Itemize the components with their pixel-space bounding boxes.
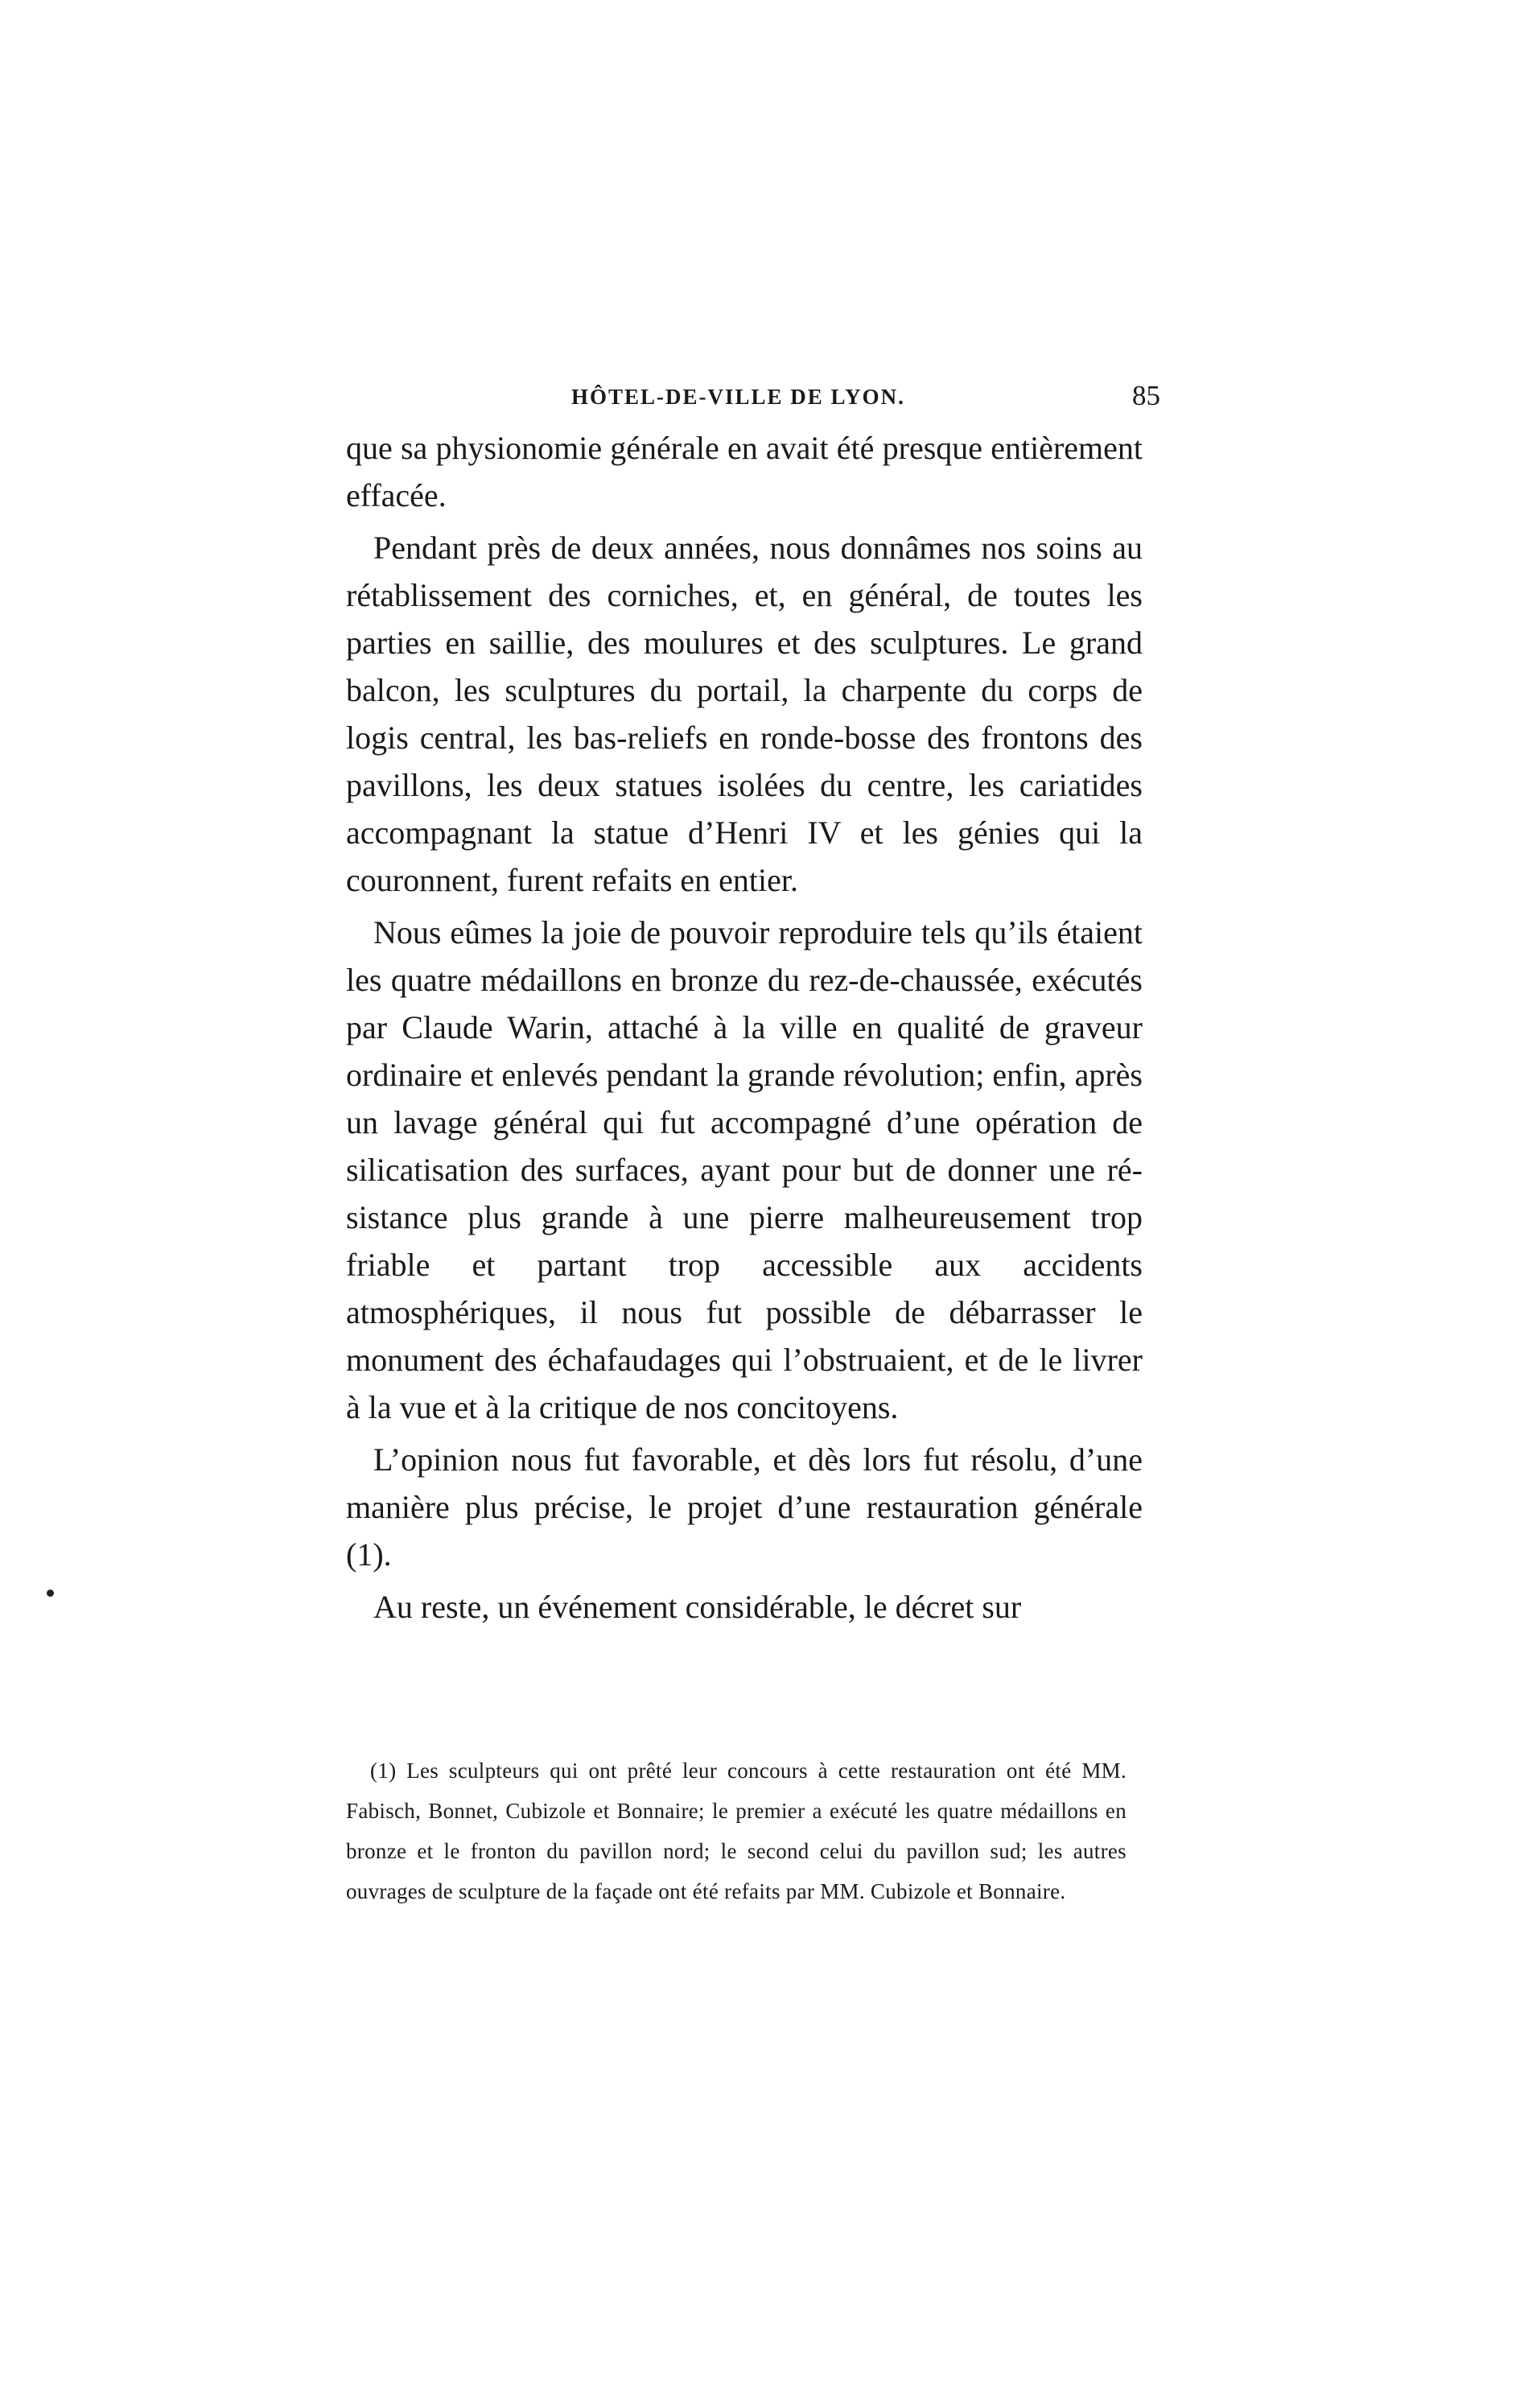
running-head [346, 380, 1175, 425]
paragraph-1: que sa physionomie générale en avait été presque entièrement effacée. [346, 430, 1143, 513]
page-number: 85 [1132, 380, 1160, 411]
paragraph-3: Nous eûmes la joie de pouvoir reproduire tels qu’ils étaient les quatre médaillons en bronze du rez-de-chaussée, exécutés par Claude Warin, attaché à la ville en qualité de graveur ordinaire et enlevés pendant la grande révolution; enfin, après un lavage général qui fut accompagné d’une opération de silicatisation des surfaces, ayant pour but de donner une résistance plus grande à une pierre malheureusement trop friable et partant trop accessible aux accidents atmosphériques, il nous fut possible de débarrasser le monument des échafaudages qui l’obstruaient, et de le livrer à la vue et à la critique de nos concitoyens. [346, 914, 1143, 1425]
running-title: HÔTEL-DE-VILLE DE LYON. [571, 385, 905, 409]
paragraph-4: L’opinion nous fut favorable, et dès lors fut résolu, d’une manière plus précise, le projet d’une restauration générale (1). [346, 1441, 1143, 1573]
footnote-text: (1) Les sculpteurs qui ont prêté leur concours à cette restauration ont été MM. Fabisch, Bonnet, Cubizole et Bonnaire; le premier a exécuté les quatre médaillons en bronze et le fronton du pavillon nord; le second celui du pavillon sud; les autres ouvrages de sculpture de la façade ont été refaits par MM. Cubizole et Bonnaire. [346, 1759, 1126, 1903]
paragraph-2: Pendant près de deux années, nous donnâmes nos soins au rétablissement des corniches, et, en général, de toutes les parties en saillie, des moulures et des sculptures. Le grand balcon, les sculptures du portail, la charpente du corps de logis central, les bas-reliefs en ronde-bosse des frontons des pavillons, les deux statues isolées du centre, les cariatides accompagnant la statue d’Henri IV et les génies qui la couronnent, furent refaits en entier. [346, 530, 1143, 898]
scan-speck [47, 1590, 54, 1597]
paragraph-5: Au reste, un événement considérable, le décret sur [373, 1589, 1022, 1625]
body-text [346, 424, 1143, 1635]
footnote [346, 1750, 1126, 1911]
